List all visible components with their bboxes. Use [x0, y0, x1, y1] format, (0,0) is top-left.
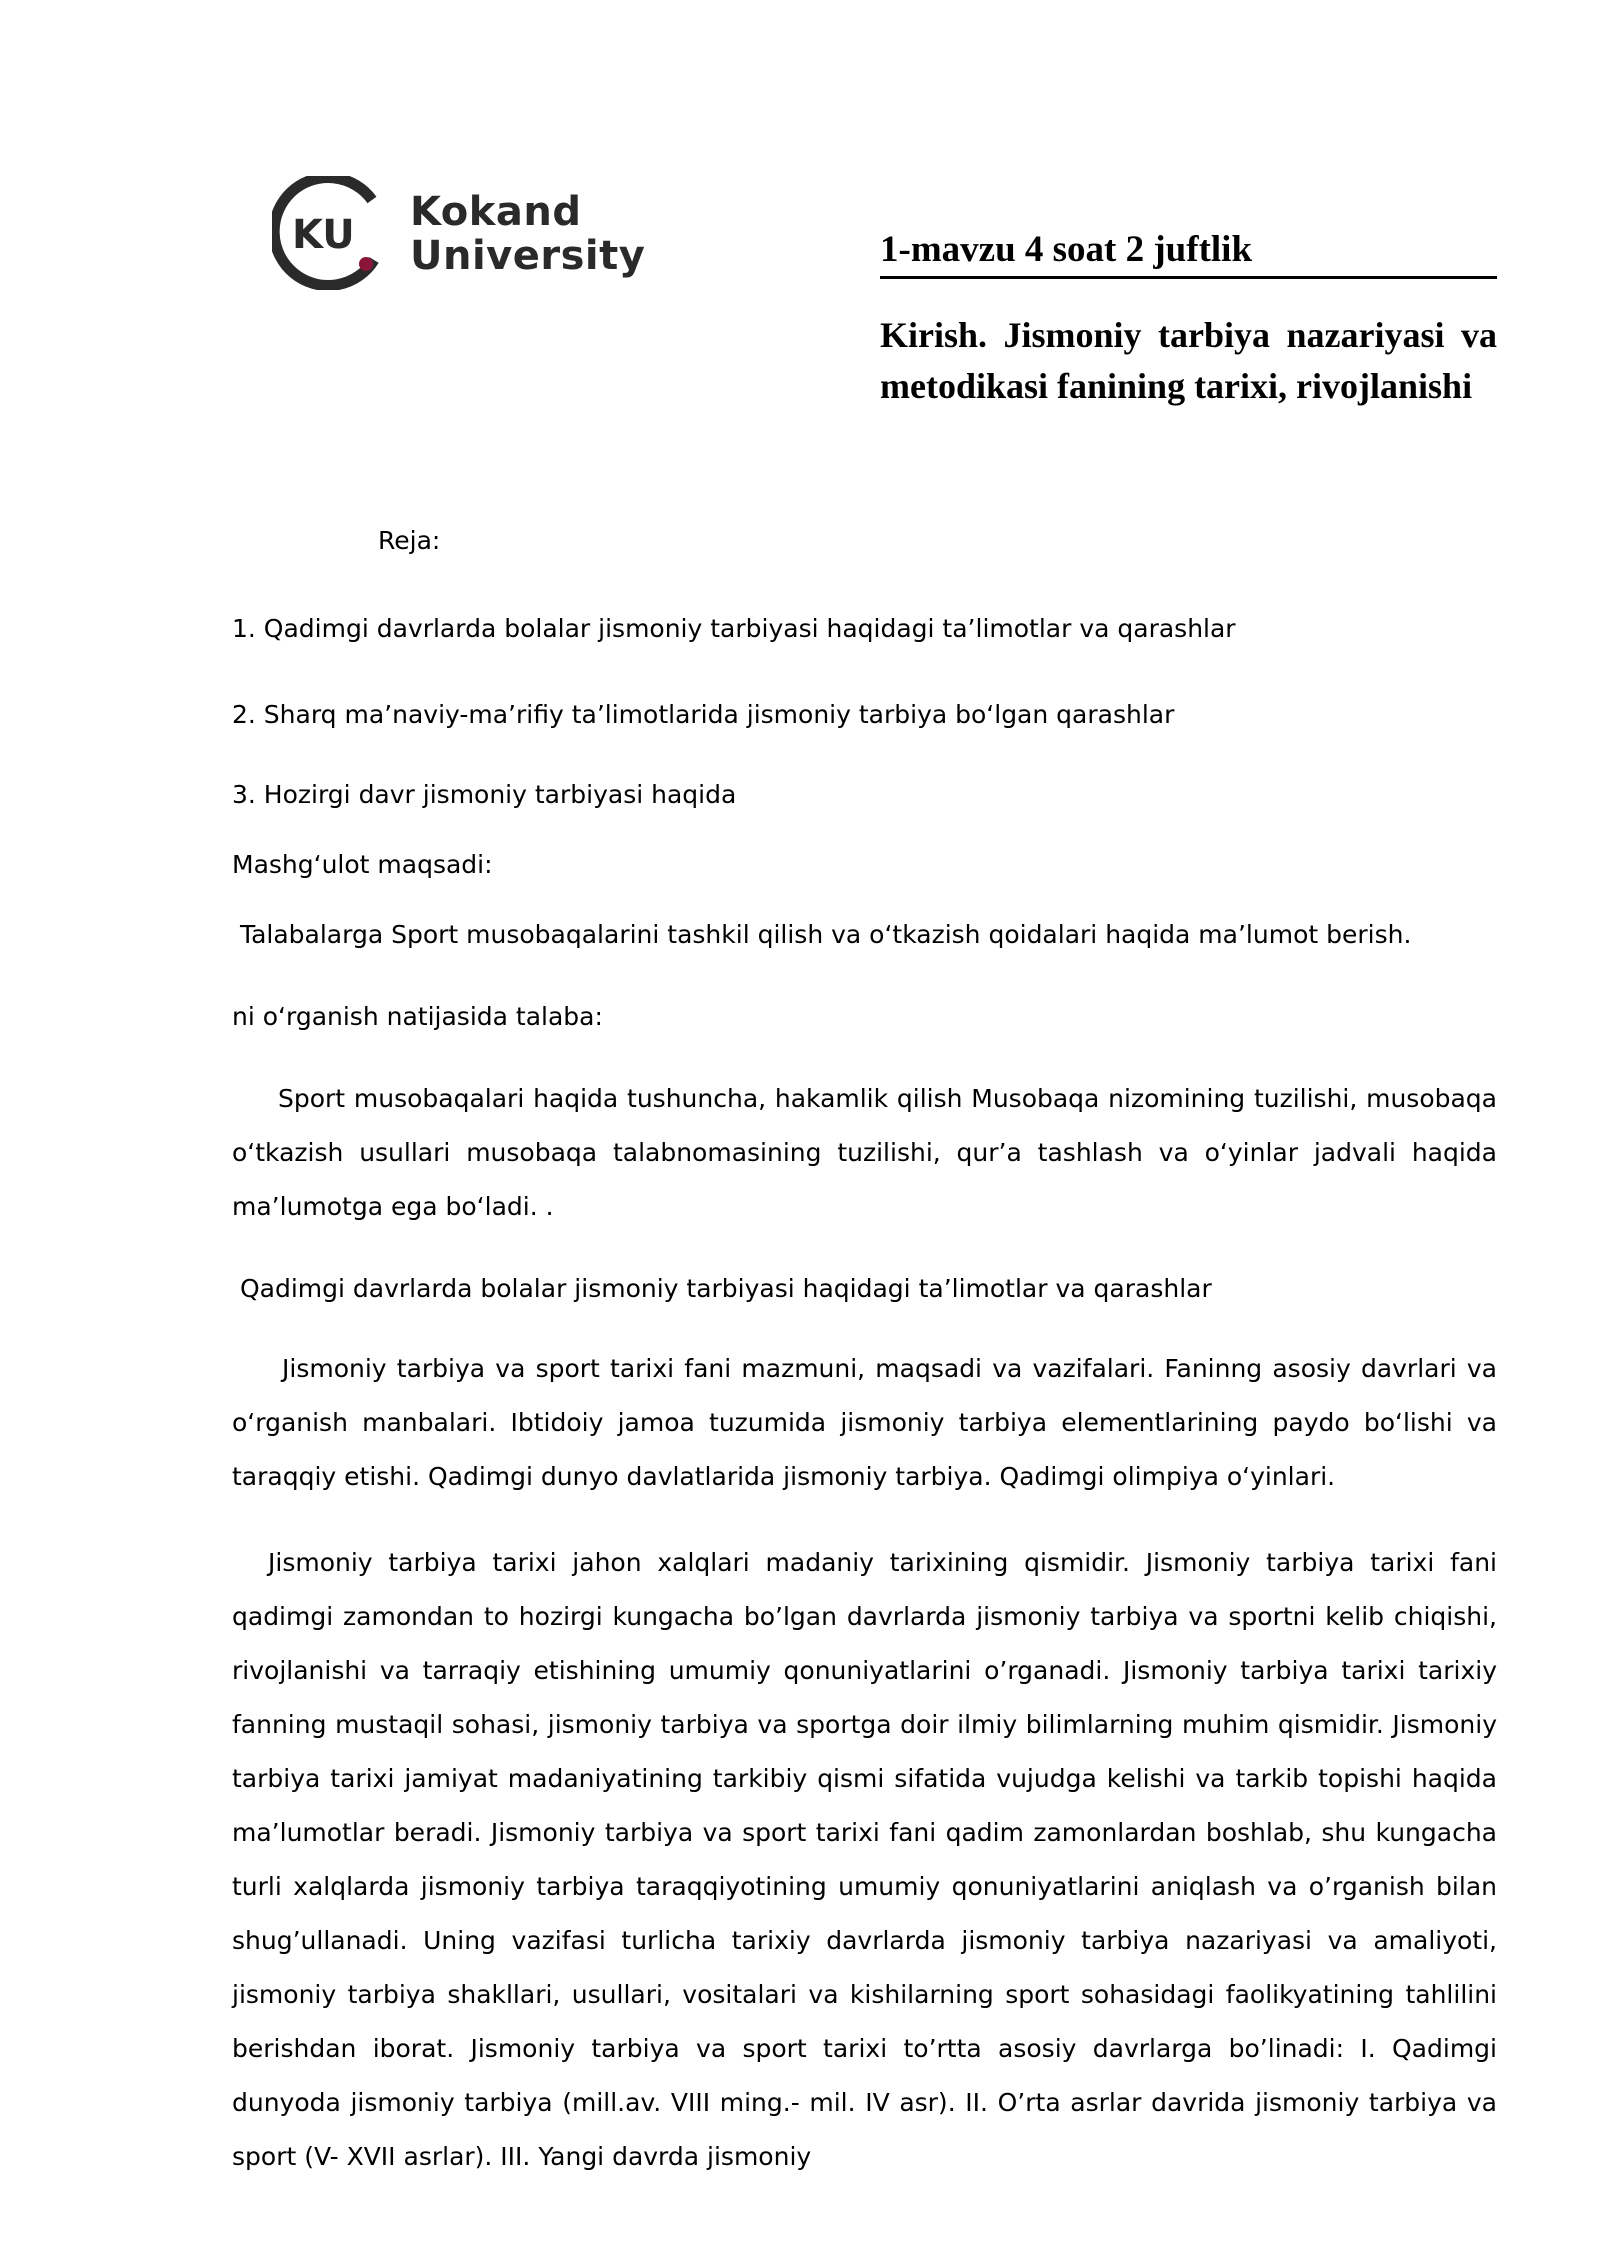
logo-dot-icon [359, 257, 373, 271]
outcome-paragraph: Sport musobaqalari haqida tushuncha, hakamlik qilish Musobaqa nizomining tuzilishi, musobaqa oʻtkazish usullari musobaqa talabnomasining tuzilishi, qur’a tashlash va oʻyinlar jadvali haqida ma’lumotga ega boʻladi. . [232, 1084, 1497, 1221]
ku-logo-mark-icon [272, 176, 392, 290]
goal-text: Talabalarga Sport musobaqalarini tashkil qilish va oʻtkazish qoidalari haqida ma’lumot berish. [232, 920, 1412, 949]
logo-initials: KU [292, 212, 355, 258]
section-heading: Qadimgi davrlarda bolalar jismoniy tarbiyasi haqidagi ta’limotlar va qarashlar [232, 1274, 1212, 1303]
topic-line: 1-mavzu 4 soat 2 juftlik [880, 228, 1497, 279]
outcome-label: ni oʻrganish natijasida talaba: [232, 1002, 603, 1031]
plan-item-2: 2. Sharq ma’naviy-ma’rifiy ta’limotlarida jismoniy tarbiya boʻlgan qarashlar [232, 700, 1175, 729]
section-paragraph-1: Jismoniy tarbiya va sport tarixi fani mazmuni, maqsadi va vazifalari. Faninng asosiy davrlari va oʻrganish manbalari. Ibtidoiy jamoa tuzumida jismoniy tarbiya elementlarining paydo boʻlishi va taraqqiy etishi. Qadimgi dunyo davlatlarida jismoniy tarbiya. Qadimgi olimpiya oʻyinlari. [232, 1354, 1497, 1491]
kokand-university-logo [272, 176, 652, 290]
logo-word-university: University [410, 233, 646, 279]
lesson-title: Kirish. Jismoniy tarbiya nazariyasi va metodikasi fanining tarixi, rivojlanishi [880, 315, 1497, 406]
goal-label: Mashgʻulot maqsadi: [232, 850, 493, 879]
section-paragraph-2: Jismoniy tarbiya tarixi jahon xalqlari madaniy tarixining qismidir. Jismoniy tarbiya tarixi fani qadimgi zamondan to hozirgi kungacha bo’lgan davrlarda jismoniy tarbiya va sportni kelib chiqishi, rivojlanishi va tarraqiy etishining umumiy qonuniyatlarini o’rganadi. Jismoniy tarbiya tarixi tarixiy fanning mustaqil sohasi, jismoniy tarbiya va sportga doir ilmiy bilimlarning muhim qismidir. Jismoniy tarbiya tarixi jamiyat madaniyatining tarkibiy qismi sifatida vujudga kelishi va tarkib topishi haqida ma’lumotlar beradi. Jismoniy tarbiya va sport tarixi fani qadim zamonlardan boshlab, shu kungacha turli xalqlarda jismoniy tarbiya taraqqiyotining umumiy qonuniyatlarini aniqlash va o’rganish bilan shug’ullanadi. Uning vazifasi turlicha tarixiy davrlarda jismoniy tarbiya nazariyasi va amaliyoti, jismoniy tarbiya shakllari, usullari, vositalari va kishilarning sport sohasidagi faolikyatining tahlilini berishdan iborat. Jismoniy tarbiya va sport tarixi to’rtta asosiy davrlarga bo’linadi: I. Qadimgi dunyoda jismoniy tarbiya (mill.av. VIII ming.- mil. IV asr). II. O’rta asrlar davrida jismoniy tarbiya va sport (V- XVII asrlar). III. Yangi davrda jismoniy [232, 1548, 1497, 2171]
plan-item-1: 1. Qadimgi davrlarda bolalar jismoniy tarbiyasi haqidagi ta’limotlar va qarashlar [232, 614, 1236, 643]
plan-item-3: 3. Hozirgi davr jismoniy tarbiyasi haqida [232, 780, 737, 809]
logo-wordmark [410, 190, 645, 278]
logo-word-kokand: Kokand [410, 189, 582, 235]
plan-label: Reja: [378, 526, 441, 555]
